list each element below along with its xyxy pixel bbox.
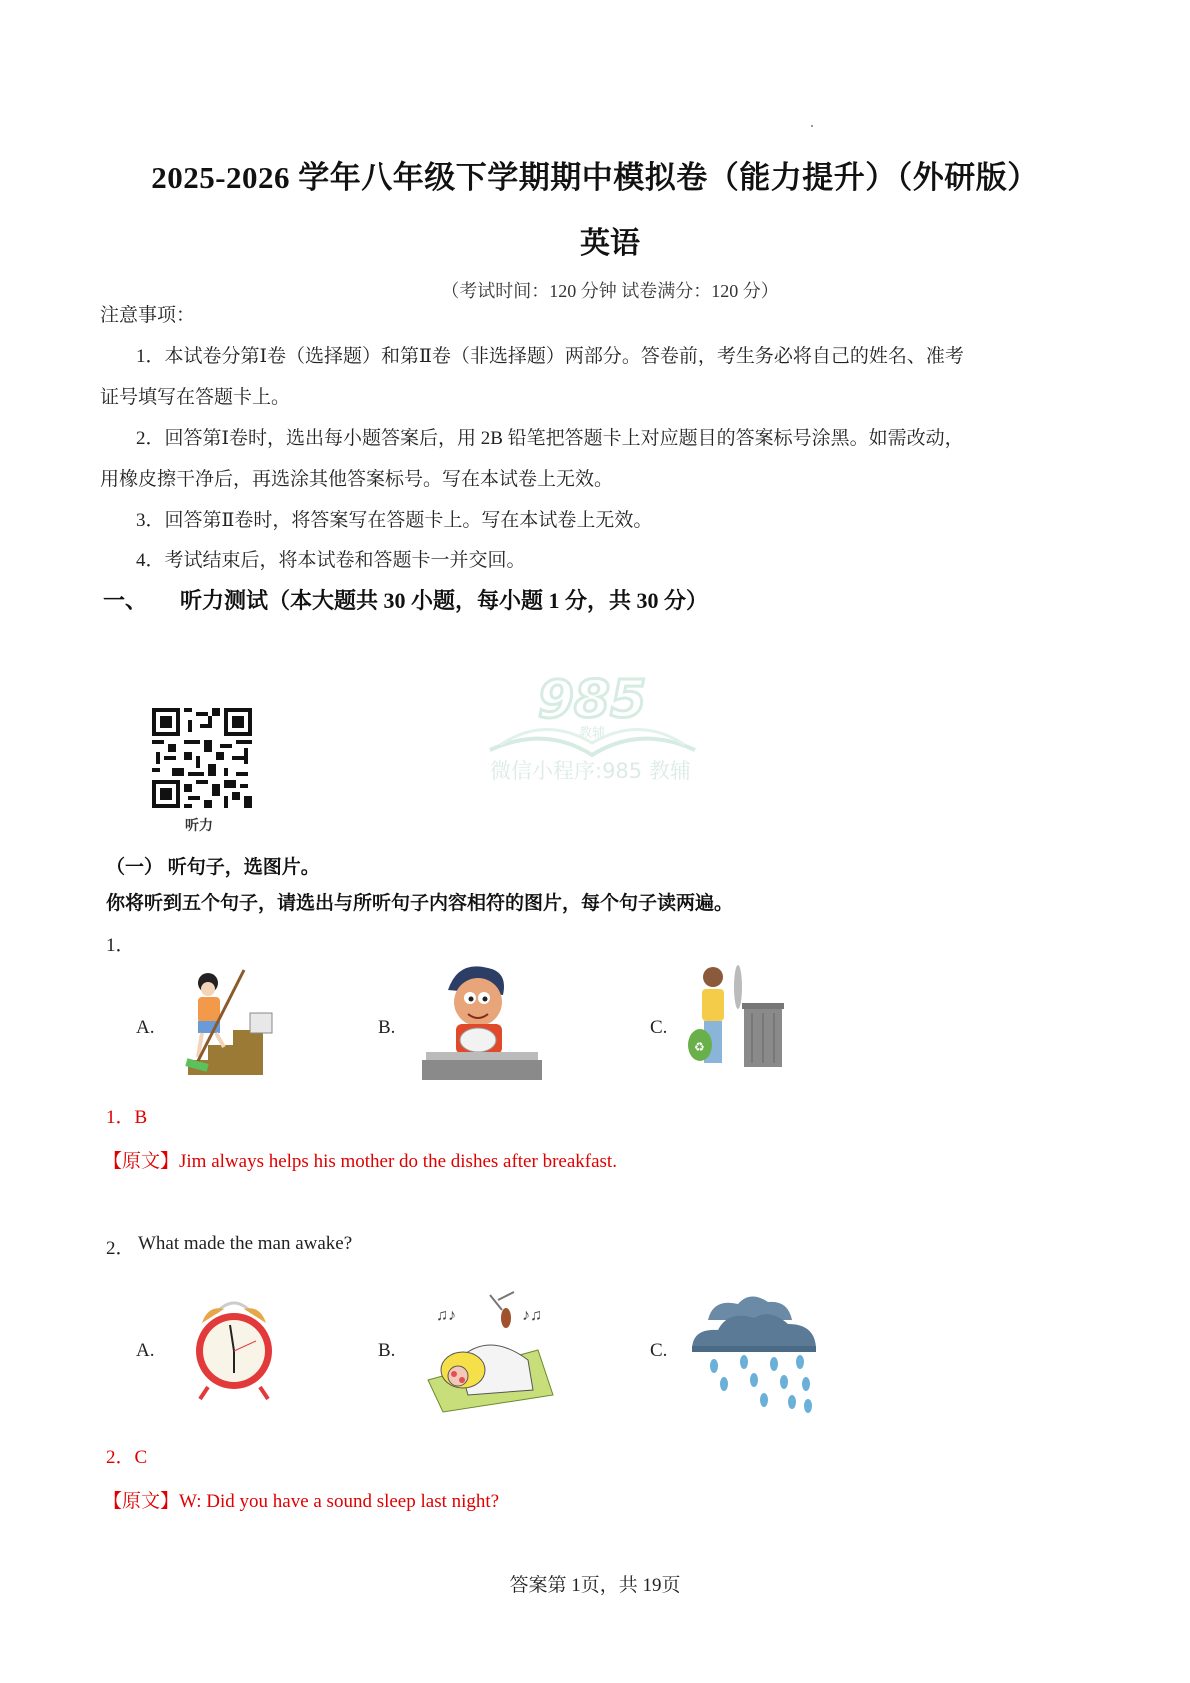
boy-washing-dishes-icon <box>418 960 546 1085</box>
question-2-prompt: What made the man awake? <box>138 1233 353 1254</box>
watermark-text: 微信小程序:985 教辅 <box>490 759 691 783</box>
notice-item-2-cont: 用橡皮擦干净后，再选涂其他答案标号。写在本试卷上无效。 <box>100 469 614 490</box>
question-1-answer: 1．B <box>106 1107 148 1128</box>
document-title: 2025-2026 学年八年级下学期期中模拟卷（能力提升）（外研版） <box>151 160 1039 195</box>
q1-option-c-label: C. <box>650 1017 668 1038</box>
subject-title: 英语 <box>580 227 640 260</box>
question-1-number: 1． <box>106 935 135 956</box>
q2-option-b-label: B. <box>378 1340 396 1361</box>
boy-taking-out-trash-icon <box>688 965 788 1075</box>
notice-item-2: 2．回答第Ⅰ卷时，选出每小题答案后，用 2B 铅笔把答题卡上对应题目的答案标号涂黑。如需改动， <box>136 428 964 449</box>
svg-text:♪♫: ♪♫ <box>522 1307 542 1324</box>
notice-item-4: 4．考试结束后，将本试卷和答题卡一并交回。 <box>136 550 526 571</box>
q2-option-c-label: C. <box>650 1340 668 1361</box>
part1-instruction: 你将听到五个句子，请选出与所听句子内容相符的图片，每个句子读两遍。 <box>106 893 734 914</box>
alarm-clock-icon <box>188 1293 280 1403</box>
qr-code-icon[interactable] <box>152 708 252 808</box>
q1-option-a-label: A. <box>136 1017 155 1038</box>
svg-text:985: 985 <box>537 670 647 730</box>
q2-option-a-label: A. <box>136 1340 155 1361</box>
svg-text:♻: ♻ <box>694 1040 705 1054</box>
stray-dot <box>811 125 813 127</box>
man-bitten-by-mosquito-icon <box>418 1290 558 1415</box>
exam-info: （考试时间：120 分钟 试卷满分：120 分） <box>441 281 779 301</box>
part1-heading: （一） 听句子，选图片。 <box>106 857 320 878</box>
svg-text:教辅: 教辅 <box>578 726 606 741</box>
svg-text:♫♪: ♫♪ <box>436 1307 456 1324</box>
question-1-transcript: 【原文】Jim always helps his mother do the dishes after breakfast. <box>103 1151 617 1172</box>
rain-cloud-icon <box>688 1290 820 1415</box>
notice-heading: 注意事项： <box>100 305 196 326</box>
notice-item-1-cont: 证号填写在答题卡上。 <box>100 387 291 408</box>
qr-label: 听力 <box>185 819 213 834</box>
question-2-transcript: 【原文】W: Did you have a sound sleep last night? <box>103 1491 500 1512</box>
section-number: 一、 <box>103 588 148 613</box>
boy-sweeping-stairs-icon <box>178 965 290 1080</box>
page-footer: 答案第 1页，共 19页 <box>509 1575 681 1596</box>
q1-option-b-label: B. <box>378 1017 396 1038</box>
section-title: 听力测试（本大题共 30 小题，每小题 1 分，共 30 分） <box>180 588 709 613</box>
question-2-number: 2． <box>106 1238 135 1259</box>
question-2-answer: 2．C <box>106 1447 148 1468</box>
notice-item-1: 1．本试卷分第Ⅰ卷（选择题）和第Ⅱ卷（非选择题）两部分。答卷前，考生务必将自己的姓名、准考 <box>136 346 964 367</box>
notice-item-3: 3．回答第Ⅱ卷时，将答案写在答题卡上。写在本试卷上无效。 <box>136 510 653 531</box>
